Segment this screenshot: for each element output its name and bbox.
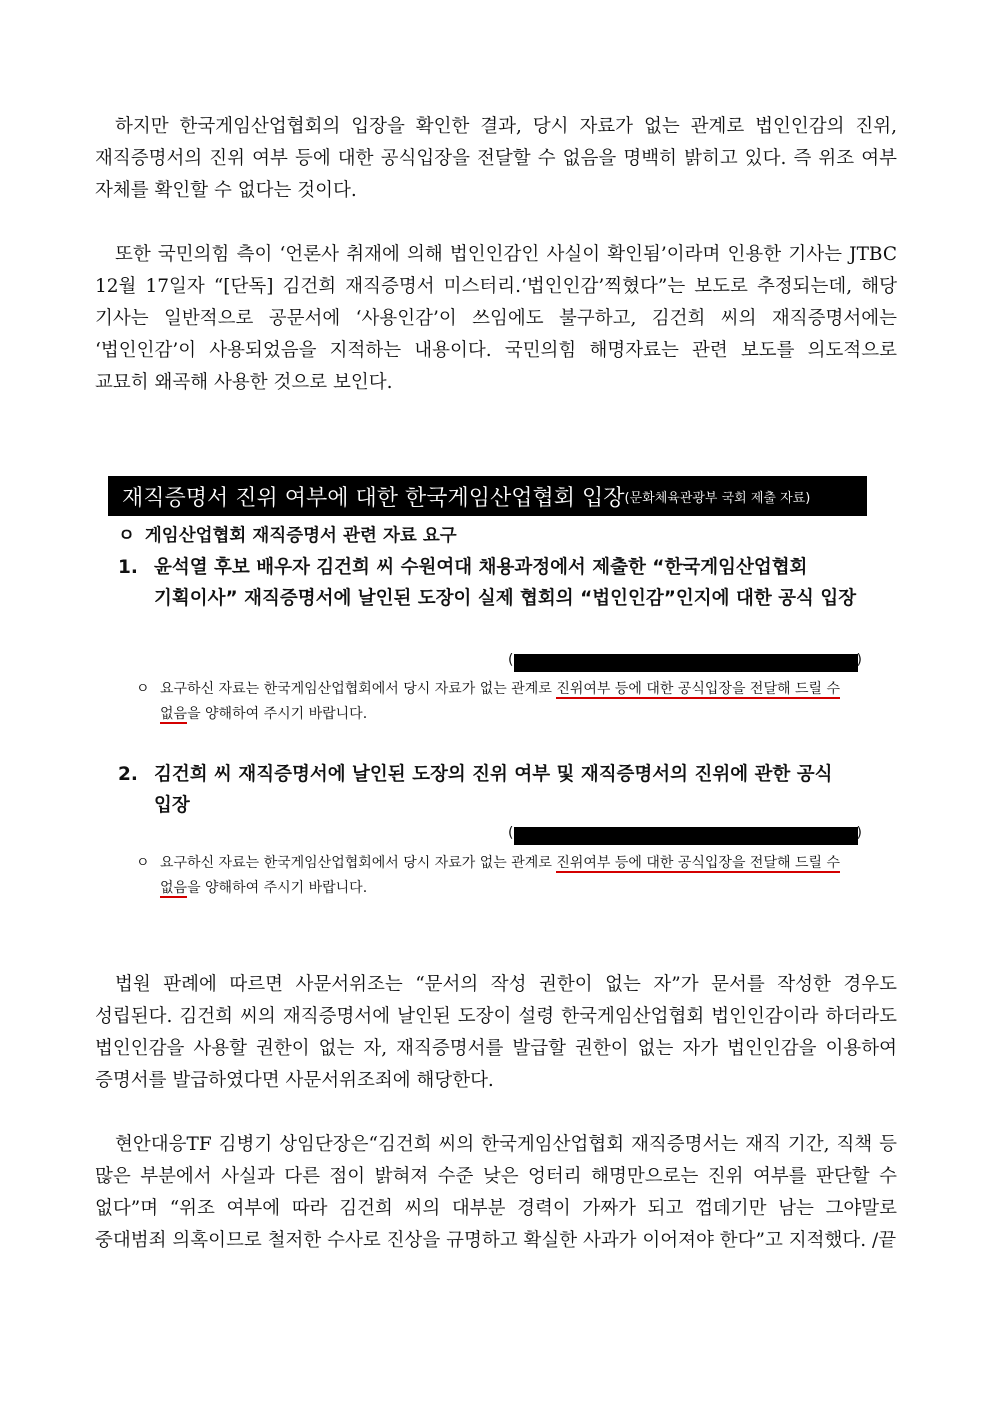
answer-2-underlined: 진위여부 등에 대한 공식입장을 전달해 드릴 수 없음: [160, 855, 840, 896]
redaction-1: [508, 654, 862, 672]
answer-1-pre: 요구하신 자료는 한국게임산업협회에서 당시 자료가 없는 관계로: [160, 681, 557, 697]
question-1: [118, 552, 868, 614]
answer-1-bullet: ㅇ: [136, 681, 150, 697]
excerpt-source: (문화체육관광부 국회 제출 자료): [624, 490, 811, 506]
request-text: 게임산업협회 재직증명서 관련 자료 요구: [144, 526, 457, 546]
answer-2: [136, 851, 866, 901]
answer-2-pre: 요구하신 자료는 한국게임산업협회에서 당시 자료가 없는 관계로: [160, 855, 557, 871]
question-2: [118, 759, 868, 821]
body-paragraph-3: 법원 판례에 따르면 사문서위조는 “문서의 작성 권한이 없는 자”가 문서를 작성한 경우도 성립된다. 김건희 씨의 재직증명서에 날인된 도장이 설령 한국게임산업협회 법인인감이라 하더라도 법인인감을 사용할 권한이 없는 자, 재직증명서를 발급할 권한이 없는 자가 법인인감을 이용하여 증명서를 발급하였다면 사문서위조죄에 해당한다.: [95, 974, 897, 1091]
request-heading: [118, 522, 457, 547]
answer-2-text: [136, 851, 866, 901]
excerpt-title: 재직증명서 진위 여부에 대한 한국게임산업협회 입장: [122, 485, 625, 511]
question-2-number: 2.: [118, 764, 138, 785]
answer-1: [136, 677, 866, 727]
body-paragraph-1: 하지만 한국게임산업협회의 입장을 확인한 결과, 당시 자료가 없는 관계로 법인인감의 진위, 재직증명서의 진위 여부 등에 대한 공식입장을 전달할 수 없음을 명백히 밝히고 있다. 즉 위조 여부 자체를 확인할 수 없다는 것이다.: [95, 116, 897, 201]
excerpt-title-bar: [108, 476, 867, 516]
answer-2-bullet: ㅇ: [136, 855, 150, 871]
question-1-text: 윤석열 후보 배우자 김건희 씨 수원여대 채용과정에서 제출한 “한국게임산업협회 기획이사” 재직증명서에 날인된 도장이 실제 협회의 “법인인감”인지에 대한 공식 입장: [154, 557, 857, 609]
redaction-bar: [514, 654, 858, 672]
answer-1-text: [136, 677, 866, 727]
redaction-bar: [514, 827, 858, 845]
question-2-text: 김건희 씨 재직증명서에 날인된 도장의 진위 여부 및 재직증명서의 진위에 관한 공식 입장: [154, 764, 833, 816]
redaction-close: ): [856, 825, 862, 841]
answer-1-post: 을 양해하여 주시기 바랍니다.: [187, 706, 368, 722]
redaction-open: (: [508, 652, 514, 668]
body-paragraph-4: 현안대응TF 김병기 상임단장은“김건희 씨의 한국게임산업협회 재직증명서는 재직 기간, 직책 등 많은 부분에서 사실과 다른 점이 밝혀져 수준 낮은 엉터리 해명만으로는 진위 여부를 판단할 수 없다”며 “위조 여부에 따라 김건희 씨의 대부분 경력이 가짜가 되고 껍데기만 남는 그야말로 중대범죄 의혹이므로 철저한 수사로 진상을 규명하고 확실한 사과가 이어져야 한다”고 지적했다. /끝: [95, 1134, 897, 1251]
answer-1-underlined: 진위여부 등에 대한 공식입장을 전달해 드릴 수 없음: [160, 681, 840, 722]
answer-2-post: 을 양해하여 주시기 바랍니다.: [187, 880, 368, 896]
question-1-number: 1.: [118, 557, 138, 578]
body-paragraph-2: 또한 국민의힘 측이 ‘언론사 취재에 의해 법인인감인 사실이 확인됨’이라며 인용한 기사는 JTBC 12월 17일자 “[단독] 김건희 재직증명서 미스터리.‘법인인감’찍혔다”는 보도로 추정되는데, 해당 기사는 일반적으로 공문서에 ‘사용인감’이 쓰임에도 불구하고, 김건희 씨의 재직증명서에는 ‘법인인감’이 사용되었음을 지적하는 내용이다. 국민의힘 해명자료는 관련 보도를 의도적으로 교묘히 왜곡해 사용한 것으로 보인다.: [95, 244, 897, 393]
redaction-open: (: [508, 825, 514, 841]
redaction-close: ): [856, 652, 862, 668]
request-bullet: ㅇ: [118, 526, 135, 546]
redaction-2: [508, 827, 862, 845]
